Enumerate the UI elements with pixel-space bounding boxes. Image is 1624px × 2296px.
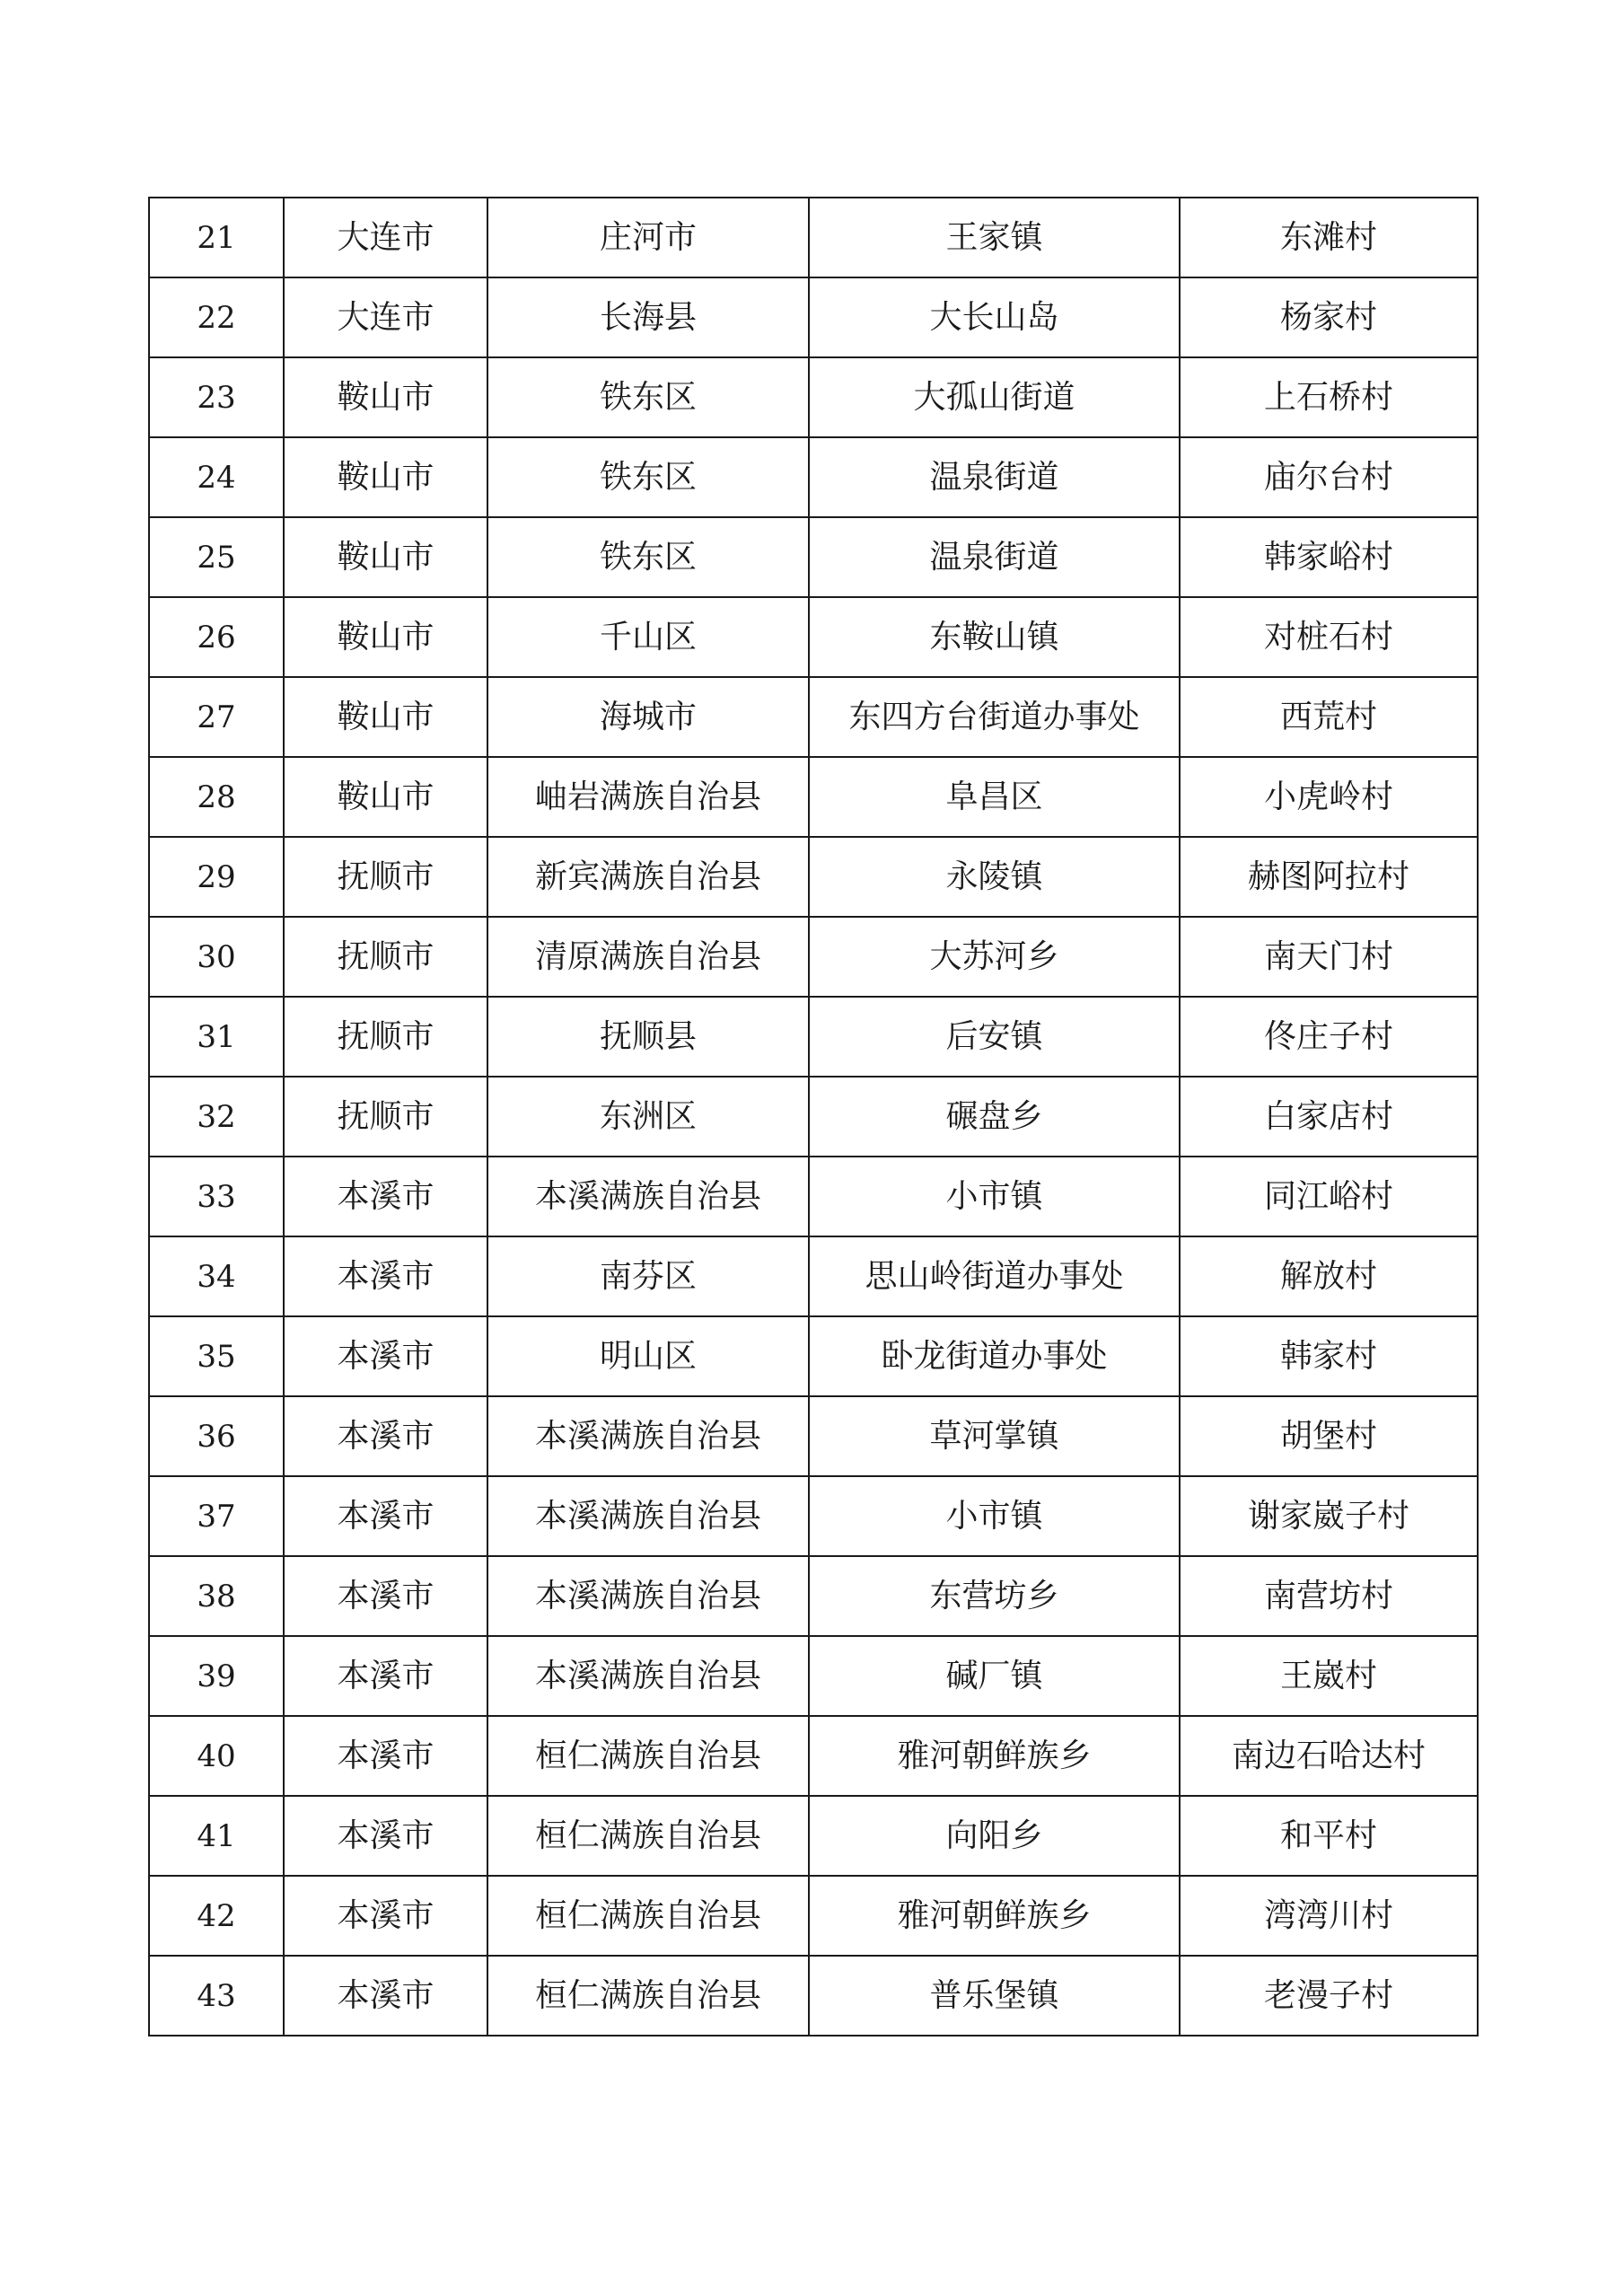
cell-city: 本溪市 [284, 1236, 487, 1316]
cell-town: 小市镇 [809, 1476, 1180, 1556]
cell-town: 温泉街道 [809, 437, 1180, 517]
cell-village: 解放村 [1180, 1236, 1478, 1316]
table-row [149, 757, 1478, 837]
cell-county: 海城市 [487, 677, 809, 757]
cell-city: 本溪市 [284, 1956, 487, 2036]
table-row [149, 1157, 1478, 1236]
cell-village: 对桩石村 [1180, 597, 1478, 677]
cell-town: 碱厂镇 [809, 1636, 1180, 1716]
cell-village: 老漫子村 [1180, 1956, 1478, 2036]
cell-county: 清原满族自治县 [487, 917, 809, 997]
cell-county: 桓仁满族自治县 [487, 1956, 809, 2036]
cell-serial-number: 32 [149, 1077, 284, 1157]
cell-city: 鞍山市 [284, 757, 487, 837]
cell-village: 湾湾川村 [1180, 1876, 1478, 1956]
cell-city: 本溪市 [284, 1716, 487, 1796]
table-row [149, 1556, 1478, 1636]
cell-village: 西荒村 [1180, 677, 1478, 757]
cell-city: 抚顺市 [284, 917, 487, 997]
table-row [149, 1077, 1478, 1157]
cell-county: 桓仁满族自治县 [487, 1876, 809, 1956]
cell-serial-number: 33 [149, 1157, 284, 1236]
cell-town: 东营坊乡 [809, 1556, 1180, 1636]
cell-county: 桓仁满族自治县 [487, 1716, 809, 1796]
table-row [149, 597, 1478, 677]
table-row [149, 1476, 1478, 1556]
cell-city: 本溪市 [284, 1476, 487, 1556]
table-row [149, 1236, 1478, 1316]
cell-county: 本溪满族自治县 [487, 1157, 809, 1236]
table-row [149, 997, 1478, 1077]
cell-city: 鞍山市 [284, 357, 487, 437]
cell-village: 南天门村 [1180, 917, 1478, 997]
cell-city: 鞍山市 [284, 517, 487, 597]
cell-serial-number: 40 [149, 1716, 284, 1796]
cell-town: 后安镇 [809, 997, 1180, 1077]
cell-town: 阜昌区 [809, 757, 1180, 837]
cell-serial-number: 30 [149, 917, 284, 997]
cell-village: 庙尔台村 [1180, 437, 1478, 517]
cell-village: 赫图阿拉村 [1180, 837, 1478, 917]
cell-county: 明山区 [487, 1316, 809, 1396]
cell-city: 鞍山市 [284, 437, 487, 517]
cell-serial-number: 42 [149, 1876, 284, 1956]
cell-city: 本溪市 [284, 1556, 487, 1636]
cell-town: 永陵镇 [809, 837, 1180, 917]
cell-village: 东滩村 [1180, 198, 1478, 277]
cell-serial-number: 35 [149, 1316, 284, 1396]
cell-city: 大连市 [284, 277, 487, 357]
cell-county: 长海县 [487, 277, 809, 357]
cell-county: 千山区 [487, 597, 809, 677]
cell-village: 小虎岭村 [1180, 757, 1478, 837]
cell-county: 岫岩满族自治县 [487, 757, 809, 837]
cell-county: 本溪满族自治县 [487, 1556, 809, 1636]
cell-city: 本溪市 [284, 1396, 487, 1476]
cell-serial-number: 34 [149, 1236, 284, 1316]
cell-serial-number: 22 [149, 277, 284, 357]
table-row [149, 1316, 1478, 1396]
cell-serial-number: 21 [149, 198, 284, 277]
cell-village: 南边石哈达村 [1180, 1716, 1478, 1796]
cell-city: 本溪市 [284, 1636, 487, 1716]
cell-city: 抚顺市 [284, 837, 487, 917]
cell-town: 大苏河乡 [809, 917, 1180, 997]
cell-town: 思山岭街道办事处 [809, 1236, 1180, 1316]
cell-county: 铁东区 [487, 517, 809, 597]
cell-village: 韩家峪村 [1180, 517, 1478, 597]
cell-village: 胡堡村 [1180, 1396, 1478, 1476]
table-row [149, 437, 1478, 517]
cell-village: 谢家崴子村 [1180, 1476, 1478, 1556]
cell-town: 雅河朝鲜族乡 [809, 1716, 1180, 1796]
cell-county: 本溪满族自治县 [487, 1396, 809, 1476]
table-row [149, 1716, 1478, 1796]
cell-county: 东洲区 [487, 1077, 809, 1157]
table-row [149, 357, 1478, 437]
cell-serial-number: 26 [149, 597, 284, 677]
cell-serial-number: 41 [149, 1796, 284, 1876]
table-row [149, 677, 1478, 757]
cell-town: 大长山岛 [809, 277, 1180, 357]
cell-serial-number: 38 [149, 1556, 284, 1636]
cell-serial-number: 37 [149, 1476, 284, 1556]
cell-city: 鞍山市 [284, 677, 487, 757]
cell-city: 鞍山市 [284, 597, 487, 677]
cell-village: 和平村 [1180, 1796, 1478, 1876]
table-row [149, 1956, 1478, 2036]
cell-county: 铁东区 [487, 357, 809, 437]
cell-town: 草河掌镇 [809, 1396, 1180, 1476]
cell-town: 小市镇 [809, 1157, 1180, 1236]
cell-village: 南营坊村 [1180, 1556, 1478, 1636]
cell-county: 本溪满族自治县 [487, 1476, 809, 1556]
cell-county: 新宾满族自治县 [487, 837, 809, 917]
cell-city: 本溪市 [284, 1157, 487, 1236]
cell-county: 抚顺县 [487, 997, 809, 1077]
cell-city: 大连市 [284, 198, 487, 277]
cell-village: 白家店村 [1180, 1077, 1478, 1157]
cell-serial-number: 23 [149, 357, 284, 437]
cell-village: 杨家村 [1180, 277, 1478, 357]
table-body [149, 198, 1478, 2036]
cell-city: 本溪市 [284, 1316, 487, 1396]
cell-county: 铁东区 [487, 437, 809, 517]
cell-city: 抚顺市 [284, 997, 487, 1077]
cell-village: 韩家村 [1180, 1316, 1478, 1396]
cell-town: 碾盘乡 [809, 1077, 1180, 1157]
cell-serial-number: 39 [149, 1636, 284, 1716]
table-row [149, 837, 1478, 917]
cell-serial-number: 43 [149, 1956, 284, 2036]
cell-city: 本溪市 [284, 1796, 487, 1876]
cell-village: 上石桥村 [1180, 357, 1478, 437]
cell-serial-number: 28 [149, 757, 284, 837]
table-row [149, 1796, 1478, 1876]
cell-town: 东鞍山镇 [809, 597, 1180, 677]
cell-town: 温泉街道 [809, 517, 1180, 597]
table-row [149, 277, 1478, 357]
cell-county: 南芬区 [487, 1236, 809, 1316]
cell-town: 大孤山街道 [809, 357, 1180, 437]
cell-city: 本溪市 [284, 1876, 487, 1956]
cell-village: 佟庄子村 [1180, 997, 1478, 1077]
cell-town: 雅河朝鲜族乡 [809, 1876, 1180, 1956]
cell-serial-number: 29 [149, 837, 284, 917]
cell-serial-number: 24 [149, 437, 284, 517]
table-row [149, 1636, 1478, 1716]
cell-serial-number: 27 [149, 677, 284, 757]
cell-town: 普乐堡镇 [809, 1956, 1180, 2036]
cell-county: 桓仁满族自治县 [487, 1796, 809, 1876]
table-row [149, 198, 1478, 277]
cell-town: 卧龙街道办事处 [809, 1316, 1180, 1396]
cell-town: 东四方台街道办事处 [809, 677, 1180, 757]
table-row [149, 517, 1478, 597]
cell-serial-number: 36 [149, 1396, 284, 1476]
cell-county: 庄河市 [487, 198, 809, 277]
cell-city: 抚顺市 [284, 1077, 487, 1157]
village-list-table [148, 197, 1479, 2036]
table-row [149, 917, 1478, 997]
cell-village: 同江峪村 [1180, 1157, 1478, 1236]
cell-county: 本溪满族自治县 [487, 1636, 809, 1716]
cell-village: 王崴村 [1180, 1636, 1478, 1716]
cell-serial-number: 31 [149, 997, 284, 1077]
cell-town: 王家镇 [809, 198, 1180, 277]
table-row [149, 1876, 1478, 1956]
cell-town: 向阳乡 [809, 1796, 1180, 1876]
table-row [149, 1396, 1478, 1476]
cell-serial-number: 25 [149, 517, 284, 597]
